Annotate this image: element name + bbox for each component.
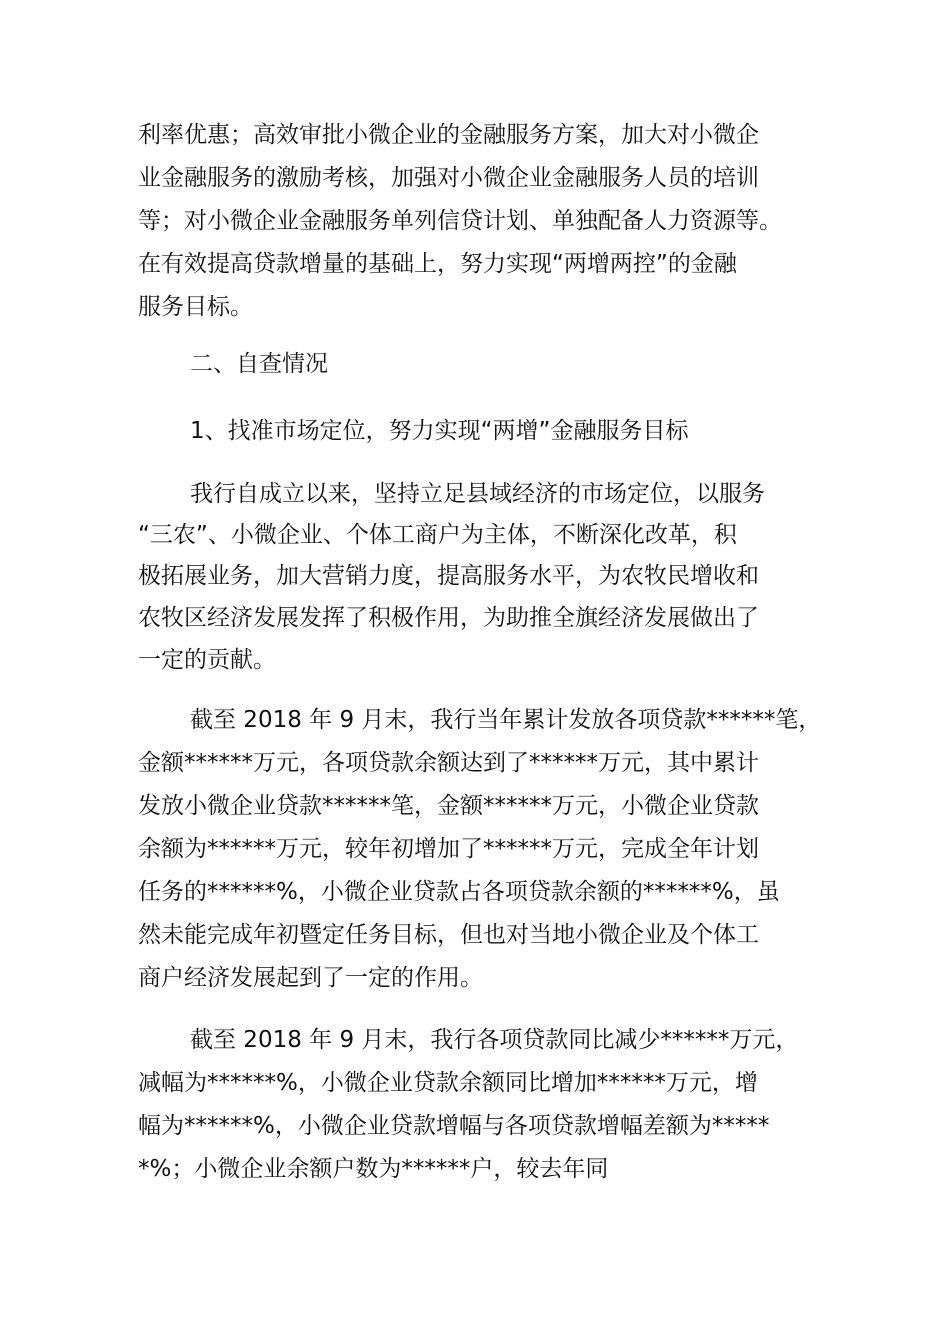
text-line: 一定的贡献。 xyxy=(138,647,276,673)
text-line: 服务目标。 xyxy=(138,294,253,320)
text-line: “三农”、小微企业、个体工商户为主体，不断深化改革，积 xyxy=(138,522,737,548)
text-line: 减幅为******%，小微企业贷款余额同比增加******万元，增 xyxy=(138,1070,758,1096)
text-line: 业金融服务的激励考核，加强对小微企业金融服务人员的培训 xyxy=(138,165,759,191)
text-line: 等；对小微企业金融服务单列信贷计划、单独配备人力资源等。 xyxy=(138,208,782,234)
text-line: 利率优惠；高效审批小微企业的金融服务方案，加大对小微企 xyxy=(138,122,759,148)
subsection-heading: 1、找准市场定位，努力实现“两增”金融服务目标 xyxy=(190,418,689,444)
text-line: 截至 2018 年 9 月末，我行各项贷款同比减少******万元， xyxy=(190,1027,799,1053)
text-line: 截至 2018 年 9 月末，我行当年累计发放各项贷款******笔， xyxy=(190,707,822,733)
section-heading: 二、自查情况 xyxy=(190,351,328,377)
text-line: 农牧区经济发展发挥了积极作用，为助推全旗经济发展做出了 xyxy=(138,605,759,631)
text-line: 我行自成立以来，坚持立足县域经济的市场定位，以服务 xyxy=(190,481,765,507)
text-line: 任务的******%，小微企业贷款占各项贷款余额的******%，虽 xyxy=(138,879,780,905)
text-line: 金额******万元，各项贷款余额达到了******万元，其中累计 xyxy=(138,750,759,776)
text-line: 商户经济发展起到了一定的作用。 xyxy=(138,965,483,991)
text-line: 极拓展业务，加大营销力度，提高服务水平，为农牧民增收和 xyxy=(138,563,759,589)
text-line: *%；小微企业余额户数为******户，较去年同 xyxy=(138,1156,609,1182)
text-line: 在有效提高贷款增量的基础上，努力实现“两增两控”的金融 xyxy=(138,251,737,277)
text-line: 余额为******万元，较年初增加了******万元，完成全年计划 xyxy=(138,836,759,862)
text-line: 发放小微企业贷款******笔，金额******万元，小微企业贷款 xyxy=(138,793,759,819)
text-line: 幅为******%，小微企业贷款增幅与各项贷款增幅差额为***** xyxy=(138,1113,770,1139)
text-line: 然未能完成年初暨定任务目标，但也对当地小微企业及个体工 xyxy=(138,922,759,948)
